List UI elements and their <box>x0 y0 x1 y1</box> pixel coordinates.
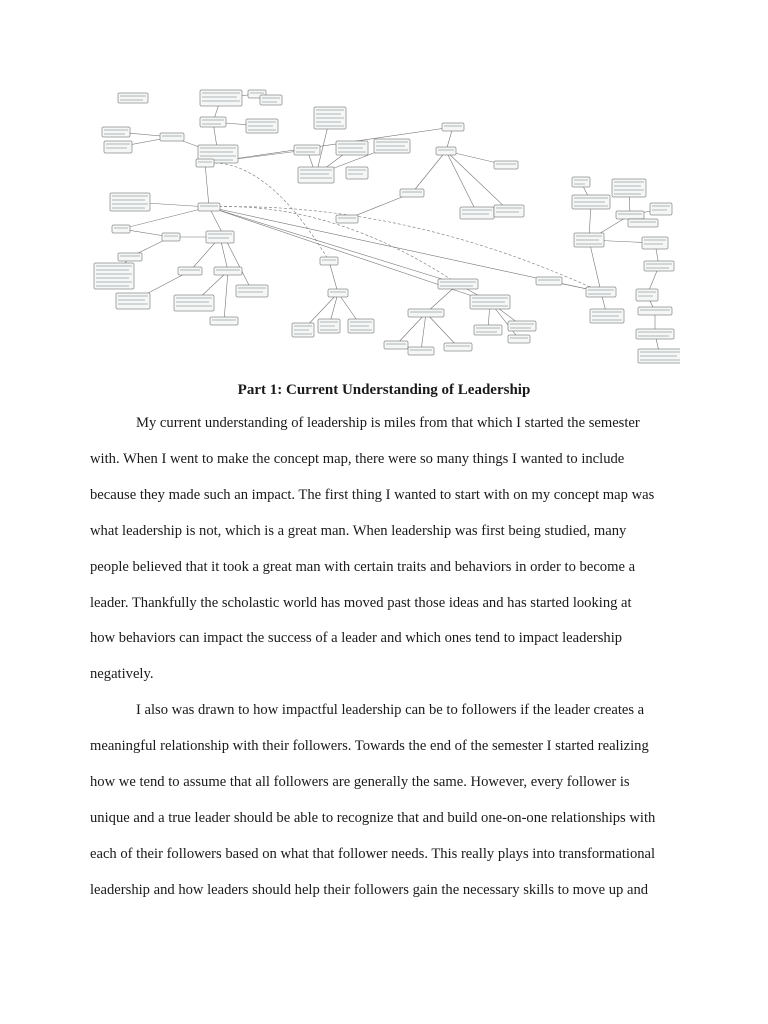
concept-map-nodes <box>94 90 680 363</box>
paragraph-line: with. When I went to make the concept map, there were so many things I wanted to include <box>90 450 625 467</box>
concept-map-node <box>384 341 408 349</box>
paragraph-line: unique and a true leader should be able to recognize that and build one-on-one relationships with <box>90 809 656 826</box>
concept-map-node <box>196 159 214 167</box>
concept-map <box>88 85 680 365</box>
concept-map-node <box>336 215 358 223</box>
concept-map-link <box>205 127 453 163</box>
concept-map-node <box>444 343 472 351</box>
section-heading: Part 1: Current Understanding of Leadership <box>237 382 531 398</box>
concept-map-link <box>412 151 446 193</box>
paragraph-line: how behaviors can impact the success of a leader and which ones tend to impact leadership <box>90 630 623 647</box>
concept-map-node <box>586 287 616 297</box>
paragraph-line: leadership and how leaders should help their followers gain the necessary skills to move up and <box>90 881 649 898</box>
concept-map-node <box>572 177 590 187</box>
concept-map-link <box>396 313 426 345</box>
concept-map-node <box>104 141 132 153</box>
concept-map-node <box>174 295 214 311</box>
concept-map-link <box>446 151 509 211</box>
concept-map-node <box>636 289 658 301</box>
concept-map-node <box>628 219 658 227</box>
concept-map-node <box>102 127 130 137</box>
concept-map-link <box>329 261 338 293</box>
concept-map-edges <box>114 94 661 356</box>
concept-map-node <box>438 279 478 289</box>
concept-map-node <box>116 293 150 309</box>
concept-map-node <box>408 309 444 317</box>
concept-map-node <box>408 347 434 355</box>
concept-map-node <box>616 211 644 219</box>
concept-map-node <box>118 253 142 261</box>
concept-map-node <box>200 90 242 106</box>
concept-map-node <box>118 93 148 103</box>
concept-map-link <box>224 271 228 321</box>
paragraph-line: leader. Thankfully the scholastic world has moved past those ideas and has started looking at <box>90 594 632 611</box>
concept-map-node <box>160 133 184 141</box>
concept-map-node <box>260 95 282 105</box>
concept-map-node <box>442 123 464 131</box>
paragraph-line: each of their followers based on what that follower needs. This really plays into transformational <box>90 845 656 862</box>
paragraph-1 <box>90 406 682 693</box>
paragraph-line: people believed that it took a great man with certain traits and behaviors in order to become a <box>90 558 636 575</box>
concept-map-node <box>636 329 674 339</box>
paragraph-line: I also was drawn to how impactful leadership can be to followers if the leader creates a <box>136 702 645 718</box>
concept-map-node <box>536 277 562 285</box>
concept-map-node <box>508 321 536 331</box>
concept-map-node <box>436 147 456 155</box>
concept-map-node <box>200 117 226 127</box>
concept-map-link <box>421 313 426 351</box>
concept-map-node <box>650 203 672 215</box>
concept-map-link <box>426 313 458 347</box>
concept-map-node <box>494 205 524 217</box>
concept-map-node <box>328 289 348 297</box>
paragraph-line: because they made such an impact. The first thing I wanted to start with on my concept map was <box>90 486 655 503</box>
concept-map-node <box>162 233 180 241</box>
concept-map-node <box>198 203 220 211</box>
paragraph-line: My current understanding of leadership is miles from that which I started the semester <box>136 415 640 431</box>
concept-map-node <box>294 145 320 155</box>
concept-map-link <box>446 151 477 213</box>
paragraph-line: meaningful relationship with their followers. Towards the end of the semester I started realizing <box>90 737 649 754</box>
concept-map-node <box>400 189 424 197</box>
concept-map-node <box>210 317 238 325</box>
paragraph-line: negatively. <box>90 666 154 683</box>
paragraph-line: what leadership is not, which is a great man. When leadership was first being studied, many <box>90 522 627 539</box>
concept-map-node <box>346 167 368 179</box>
concept-map-node <box>644 261 674 271</box>
concept-map-node <box>638 307 672 315</box>
concept-map-node <box>642 237 668 249</box>
concept-map-node <box>94 263 134 289</box>
concept-map-node <box>236 285 268 297</box>
concept-map-node <box>474 325 502 335</box>
concept-map-link <box>205 163 209 207</box>
concept-map-link <box>589 240 601 292</box>
paragraph-line: how we tend to assume that all followers are generally the same. However, every follower is <box>90 773 630 790</box>
concept-map-node <box>112 225 130 233</box>
concept-map-node <box>298 167 334 183</box>
concept-map-node <box>214 267 242 275</box>
concept-map-link <box>209 207 458 284</box>
concept-map-node <box>494 161 518 169</box>
concept-map-node <box>206 231 234 243</box>
concept-map-node <box>460 207 494 219</box>
concept-map-node <box>178 267 202 275</box>
concept-map-node <box>508 335 530 343</box>
paragraph-2 <box>90 693 682 908</box>
concept-map-node <box>320 257 338 265</box>
